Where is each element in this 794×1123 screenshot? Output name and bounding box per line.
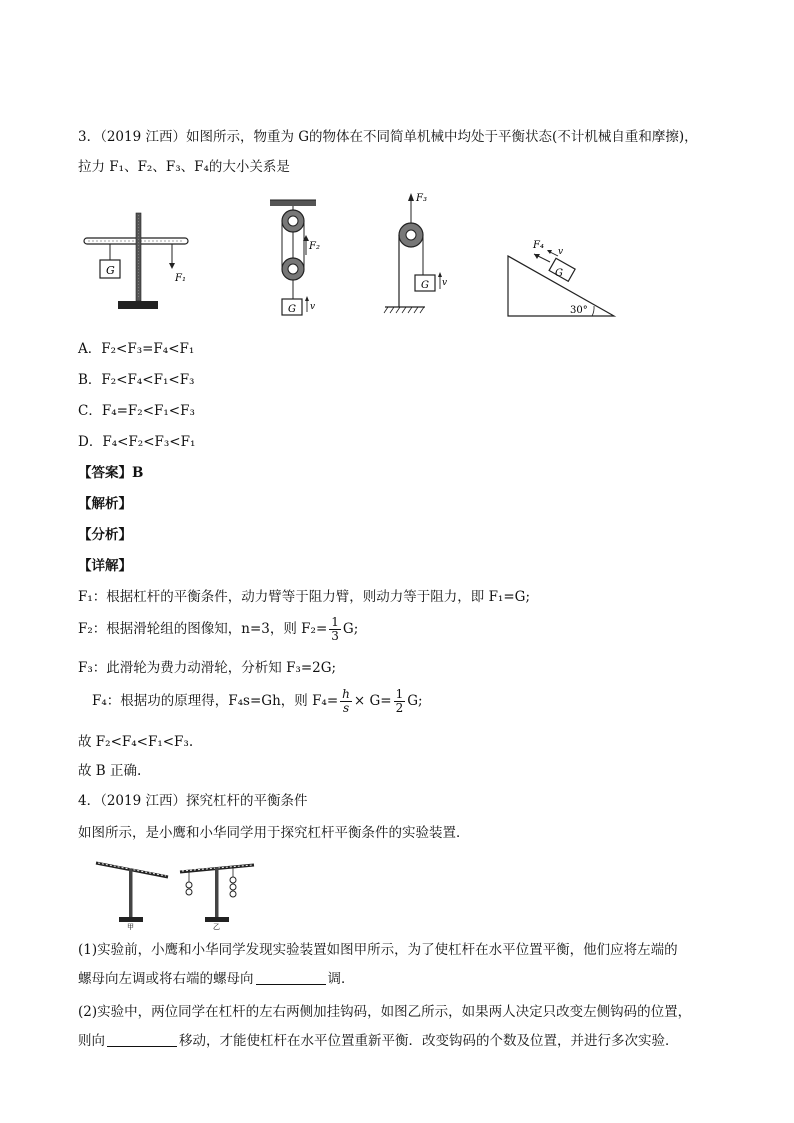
answer-blank-1[interactable] — [256, 972, 326, 985]
f4-denominator-2: 2 — [395, 701, 404, 715]
f4-suffix: G; — [407, 693, 423, 709]
f2-fraction — [329, 616, 341, 643]
q4-intro: 如图所示，是小鹰和小华同学用于探究杠杆平衡条件的实验装置． — [78, 825, 470, 841]
f4-prefix: F₄：根据功的原理得，F₄s=Gh，则 F₄= — [92, 693, 339, 709]
f2-denominator: 3 — [331, 629, 339, 643]
q3-detail-title: 【详解】 — [78, 558, 132, 574]
f4-fraction-h-s — [340, 688, 352, 715]
figure-lever — [82, 205, 192, 315]
q3-fenxi-title: 【分析】 — [78, 527, 132, 543]
pulley-v-label: v — [310, 302, 316, 312]
q4-part2-line2-suffix: 移动，才能使杠杆在水平位置重新平衡．改变钩码的个数及位置，并进行多次实验． — [179, 1033, 679, 1049]
q3-detail-f3: F₃：此滑轮为费力动滑轮，分析知 F₃=2G; — [78, 660, 337, 676]
q3-option-c: C．F₄=F₂<F₁<F₃ — [78, 403, 195, 419]
q3-analysis-title: 【解析】 — [78, 496, 132, 512]
q3-detail-f2 — [78, 616, 358, 643]
f4-denominator-s: s — [342, 701, 350, 715]
q3-stem-line2: 拉力 F₁、F₂、F₃、F₄的大小关系是 — [78, 159, 290, 175]
incline-f4-label: F₄ — [533, 240, 544, 251]
lever-g-label: G — [106, 264, 115, 277]
f2-suffix: G; — [342, 621, 359, 637]
q4-part2-line2-prefix: 则向 — [78, 1033, 105, 1049]
f4-middle: × G= — [353, 693, 392, 709]
q4-part1-line1: (1)实验前，小鹰和小华同学发现实验装置如图甲所示，为了使杠杆在水平位置平衡，他们应将左端的 — [78, 942, 678, 958]
figure-pulley-block — [262, 195, 332, 320]
pulley-f2-label: F₂ — [309, 241, 320, 252]
q4-part2-line2 — [78, 1032, 679, 1050]
q4-part1-line2 — [78, 970, 355, 988]
q4-title: 4．（2019 江西）探究杠杆的平衡条件 — [78, 793, 308, 809]
q3-conclusion-2: 故 B 正确. — [78, 763, 142, 779]
f4-numerator-h: h — [342, 687, 350, 701]
incline-angle-label: 30° — [570, 305, 588, 316]
q3-option-d: D．F₄<F₂<F₃<F₁ — [78, 434, 196, 450]
movable-f3-label: F₃ — [416, 193, 427, 204]
q3-option-b: B．F₂<F₄<F₁<F₃ — [78, 372, 195, 388]
q3-detail-f1: F₁：根据杠杆的平衡条件，动力臂等于阻力臂，则动力等于阻力，即 F₁=G; — [78, 589, 530, 605]
f4-numerator-1: 1 — [395, 687, 404, 701]
f2-numerator: 1 — [331, 615, 339, 629]
q3-detail-f4 — [92, 688, 423, 715]
q3-conclusion-1: 故 F₂<F₄<F₁<F₃. — [78, 734, 194, 750]
incline-g-label: G — [555, 268, 563, 279]
movable-g-label: G — [421, 280, 429, 291]
figure-movable-pulley — [380, 185, 460, 320]
q3-option-a: A．F₂<F₃=F₄<F₁ — [78, 341, 195, 357]
figure-lever-experiment — [92, 855, 262, 930]
answer-blank-2[interactable] — [107, 1034, 177, 1047]
q3-answer: 【答案】B — [78, 465, 144, 481]
q4-part1-line2-prefix: 螺母向左调或将右端的螺母向 — [78, 971, 254, 987]
fig-label-jia: 甲 — [127, 923, 134, 930]
f4-fraction-half — [394, 688, 406, 715]
q3-stem-line1: 3．（2019 江西）如图所示，物重为 G的物体在不同简单机械中均处于平衡状态(不计机械自重和摩擦)， — [78, 129, 698, 145]
incline-v-label: v — [558, 247, 564, 257]
fig-label-yi: 乙 — [213, 923, 220, 930]
figure-incline — [500, 236, 620, 321]
movable-v-label: v — [442, 278, 448, 288]
f2-prefix: F₂：根据滑轮组的图像知，n=3，则 F₂= — [78, 621, 328, 637]
lever-f1-label: F₁ — [175, 273, 186, 284]
q4-part2-line1: (2)实验中，两位同学在杠杆的左右两侧加挂钩码，如图乙所示，如果两人决定只改变左侧钩码的位置， — [78, 1004, 692, 1020]
q4-part1-line2-suffix: 调． — [327, 971, 355, 987]
pulley-g-label: G — [288, 304, 296, 315]
